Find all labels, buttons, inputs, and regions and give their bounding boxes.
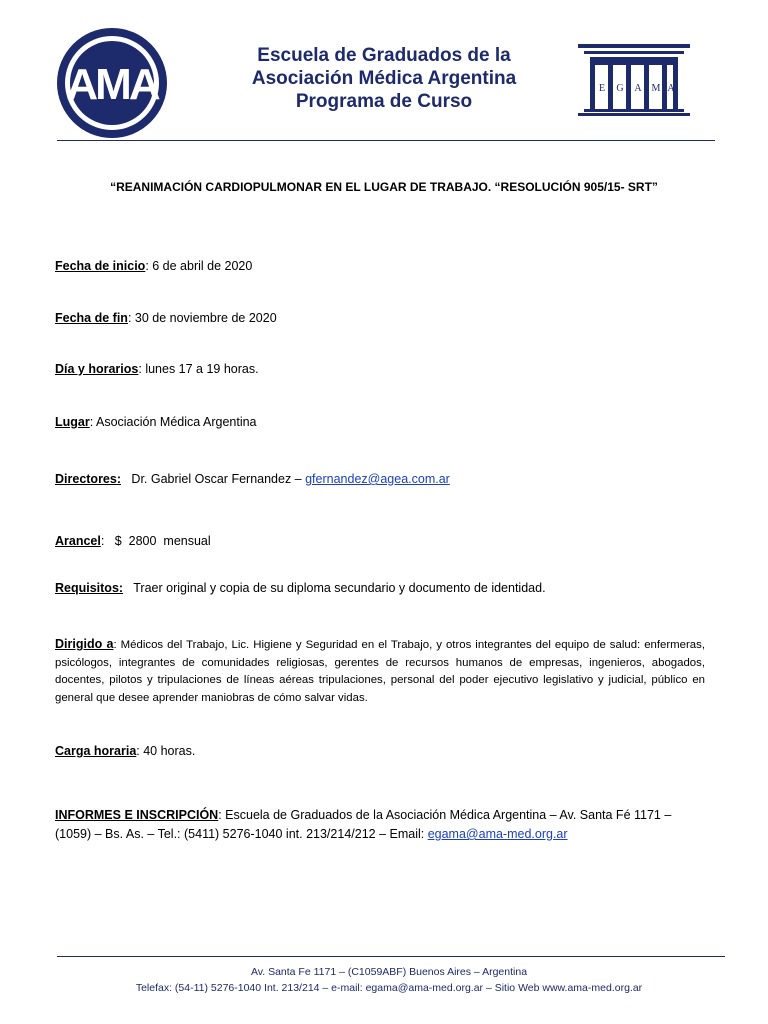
field-fecha-fin [55, 310, 277, 326]
field-dirigido [55, 636, 705, 707]
field-requisitos [55, 580, 546, 596]
informes-label: INFORMES E INSCRIPCIÓN [55, 808, 219, 822]
carga-horaria-label: Carga horaria [55, 744, 137, 758]
svg-text:AMA: AMA [66, 60, 158, 109]
directores-label: Directores: [55, 472, 121, 486]
directores-email-link[interactable]: gfernandez@agea.com.ar [305, 472, 450, 486]
egama-logo-letter: G [616, 83, 624, 94]
field-informes [55, 806, 705, 844]
header-divider [57, 140, 715, 141]
arancel-value: : $ 2800 mensual [100, 534, 211, 548]
header-title-line2: Asociación Médica Argentina [251, 68, 517, 89]
dirigido-value: : Médicos del Trabajo, Lic. Higiene y Seguridad en el Trabajo, y otros integrantes del equipo de salud: enfermeras, psicólogos, integrantes de comunidades religiosas, gerentes de recursos humanos de empresas, ingenieros, abogados, docentes, pilotos y tripulaciones de líneas aéreas tripulaciones, personal del poder ejecutivo legislativo y judicial, público en general que desee aprender maniobras de cómo salvar vidas. [55, 639, 705, 704]
informes-email-link[interactable]: egama@ama-med.org.ar [427, 827, 568, 841]
dia-horarios-value: : lunes 17 a 19 horas. [138, 362, 259, 376]
field-lugar [55, 414, 257, 430]
fecha-inicio-label: Fecha de inicio [55, 259, 146, 273]
footer-divider [57, 956, 725, 957]
fecha-fin-label: Fecha de fin [55, 311, 128, 325]
field-carga-horaria [55, 743, 195, 759]
egama-logo-letter: A [667, 83, 675, 94]
requisitos-label: Requisitos: [55, 581, 124, 595]
dirigido-label: Dirigido a [55, 637, 114, 651]
header-title-line3: Programa de Curso [295, 91, 473, 112]
dia-horarios-label: Día y horarios [55, 362, 139, 376]
informes-value: : Escuela de Graduados de la Asociación Médica Argentina – Av. Santa Fé 1171 – (1059) – Bs. As. – Tel.: (5411) 5276-1040 int. 213/214/212 – Email: [55, 808, 672, 841]
egama-logo-letter: M [651, 83, 661, 94]
egama-logo-letter: A [634, 83, 642, 94]
directores-value: Dr. Gabriel Oscar Fernandez – [121, 472, 306, 486]
header-title-line1: Escuela de Graduados de la [257, 45, 511, 66]
field-fecha-inicio [55, 258, 252, 274]
field-arancel [55, 533, 211, 549]
arancel-label: Arancel [55, 534, 101, 548]
footer-address: Av. Santa Fe 1171 – (C1059ABF) Buenos Aires – Argentina [250, 966, 528, 978]
lugar-value: : Asociación Médica Argentina [89, 415, 257, 429]
lugar-label: Lugar [55, 415, 90, 429]
field-directores [55, 471, 450, 487]
header-title [180, 44, 588, 113]
course-title: “REANIMACIÓN CARDIOPULMONAR EN EL LUGAR DE TRABAJO. “RESOLUCIÓN 905/15- SRT” [110, 180, 658, 194]
carga-horaria-value: : 40 horas. [136, 744, 196, 758]
requisitos-value: Traer original y copia de su diploma secundario y documento de identidad. [123, 581, 546, 595]
egama-logo-letter: E [598, 83, 606, 94]
ama-logo [55, 26, 169, 140]
egama-logo [576, 42, 692, 116]
footer-contact: Telefax: (54-11) 5276-1040 Int. 213/214 – e-mail: egama@ama-med.org.ar – Sitio Web www.ama-med.org.ar [135, 982, 643, 994]
fecha-fin-value: : 30 de noviembre de 2020 [127, 311, 277, 325]
fecha-inicio-value: : 6 de abril de 2020 [145, 259, 253, 273]
field-dia-horarios [55, 361, 259, 377]
